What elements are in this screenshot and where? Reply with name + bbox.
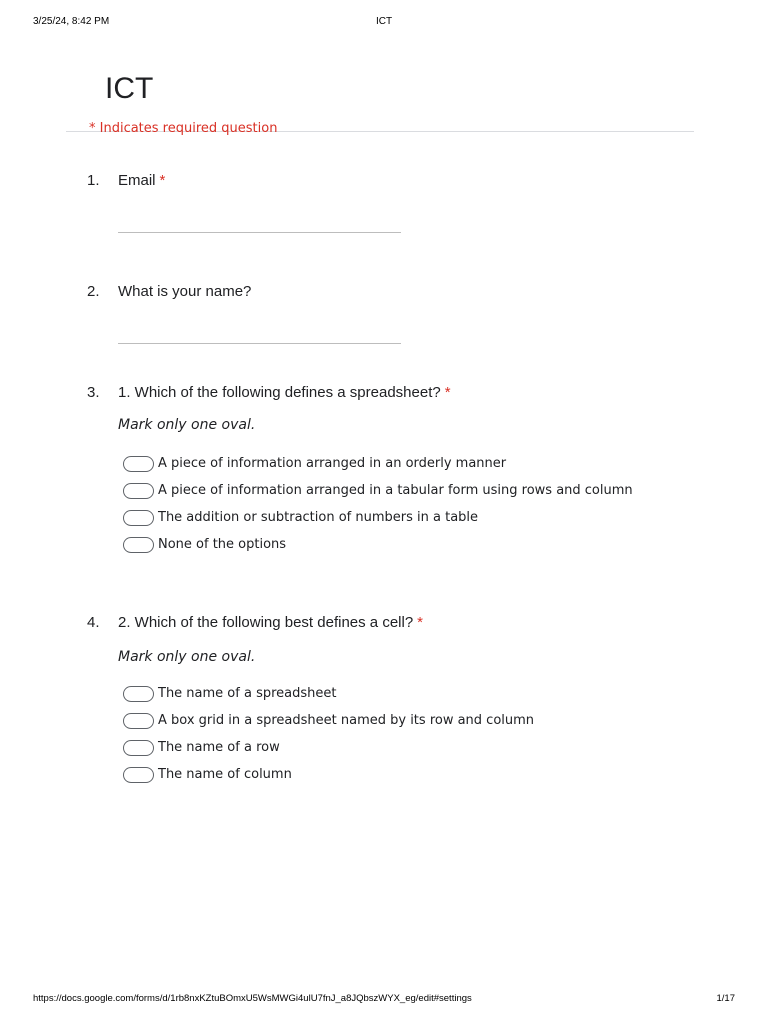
- oval-radio-icon[interactable]: [123, 767, 154, 783]
- question-spreadsheet: [87, 384, 707, 564]
- email-field[interactable]: [118, 232, 401, 233]
- option-label: A piece of information arranged in an orderly manner: [158, 456, 507, 471]
- oval-radio-icon[interactable]: [123, 456, 154, 472]
- page-url: https://docs.google.com/forms/d/1rb8nxKZtuBOmxU5WsMWGi4ulU7fnJ_a8JQbszWYX_eg/edit#settings: [33, 993, 472, 1004]
- question-header: [87, 283, 707, 305]
- question-number: 4.: [87, 614, 100, 631]
- question-label: 1. Which of the following defines a spreadsheet?: [118, 384, 441, 401]
- required-note: * Indicates required question: [89, 121, 278, 136]
- question-header: [87, 172, 707, 194]
- option-label: The name of column: [158, 767, 292, 782]
- page-number: 1/17: [716, 993, 735, 1004]
- oval-radio-icon[interactable]: [123, 510, 154, 526]
- required-star: *: [159, 172, 166, 189]
- question-label: Email: [118, 172, 156, 189]
- option-label: None of the options: [158, 537, 287, 552]
- required-star: *: [417, 614, 424, 631]
- option-label: The name of a spreadsheet: [158, 686, 337, 701]
- question-text: What is your name?: [118, 283, 252, 300]
- oval-radio-icon[interactable]: [123, 537, 154, 553]
- question-text: [118, 172, 165, 189]
- question-text: [118, 614, 423, 631]
- question-number: 1.: [87, 172, 100, 189]
- oval-radio-icon[interactable]: [123, 686, 154, 702]
- print-date: 3/25/24, 8:42 PM: [33, 16, 110, 27]
- print-header: [33, 16, 735, 30]
- print-footer: [33, 993, 735, 1007]
- mark-hint: Mark only one oval.: [118, 649, 256, 665]
- question-header: [87, 614, 707, 636]
- question-header: [87, 384, 707, 406]
- question-cell: [87, 614, 707, 794]
- option-label: A piece of information arranged in a tabular form using rows and column: [158, 483, 633, 498]
- option-label: The name of a row: [158, 740, 280, 755]
- question-number: 3.: [87, 384, 100, 401]
- question-text: [118, 384, 451, 401]
- name-field[interactable]: [118, 343, 401, 344]
- required-star: *: [444, 384, 451, 401]
- print-title: ICT: [375, 16, 393, 27]
- option-label: The addition or subtraction of numbers in a table: [158, 510, 479, 525]
- question-number: 2.: [87, 283, 100, 300]
- oval-radio-icon[interactable]: [123, 713, 154, 729]
- mark-hint: Mark only one oval.: [118, 417, 256, 433]
- question-name: [87, 283, 707, 353]
- oval-radio-icon[interactable]: [123, 483, 154, 499]
- question-email: [87, 172, 707, 242]
- form-title: ICT: [105, 72, 154, 105]
- oval-radio-icon[interactable]: [123, 740, 154, 756]
- option-label: A box grid in a spreadsheet named by its row and column: [158, 713, 535, 728]
- question-label: 2. Which of the following best defines a cell?: [118, 614, 414, 631]
